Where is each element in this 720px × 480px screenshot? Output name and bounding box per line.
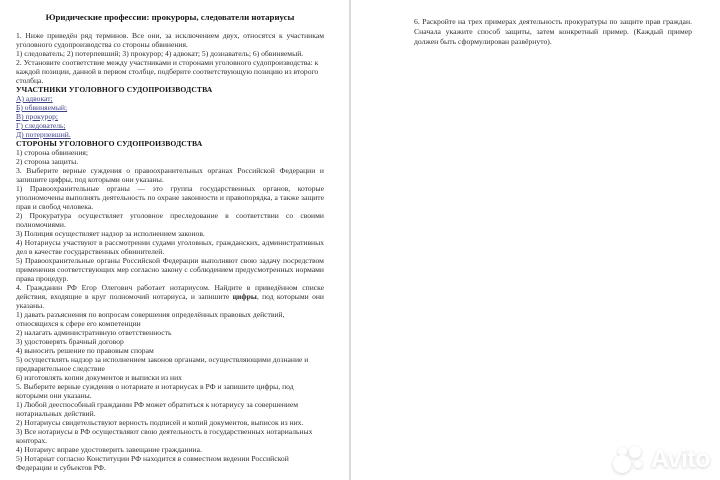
- task3-option: 4) Нотариусы участвуют в рассмотрении судами уголовных, гражданских, административных дел в качестве государственных обвинителей.: [16, 238, 324, 256]
- avito-watermark: [613, 444, 710, 474]
- participant-item: В) прокурор;: [16, 112, 59, 121]
- document-title: Юридические профессии: прокуроры, следователи нотариусы: [45, 12, 295, 22]
- participant-item: А) адвокат;: [16, 94, 53, 103]
- task4-option: 6) изготовлять копии документов и выписки из них: [16, 373, 182, 382]
- task4-option: 1) давать разъяснения по вопросам совершения определённых правовых действий, относящихся к сфере его компетенции: [16, 310, 285, 328]
- task4-intro-text: 4. Гражданин РФ Егор Олегович работает нотариусом. Найдите в приведённом списке действия, входящие в круг полномочий нотариуса, и запишите: [16, 283, 324, 301]
- task3-option: 5) Правоохранительные органы Российской Федерации выполняют свою задачу посредством применения соответствующих мер согласно закону с соблюдением предусмотренных нормами права процедур.: [16, 256, 324, 283]
- task5-intro: 5. Выберите верные суждения о нотариате и нотариусах в РФ и запишите цифры, под которыми они указаны.: [16, 382, 294, 400]
- task3-intro: 3. Выберите верные суждения о правоохранительных органах Российской Федерации и запишите цифры, под которыми они указаны.: [16, 166, 324, 184]
- task4-option: 3) удостоверять брачный договор: [16, 337, 124, 346]
- task3-option: 2) Прокуратура осуществляет уголовное преследование в соответствии со своими полномочиями.: [16, 211, 324, 229]
- document-page-right: [352, 0, 720, 480]
- task5-option: 5) Нотариат согласно Конституции РФ находится в совместном ведении Российской Федерации и субъектов РФ.: [16, 454, 289, 472]
- side-item: 1) сторона обвинения;: [16, 148, 89, 157]
- task1-terms: 1) следователь; 2) потерпевший; 3) прокурор; 4) адвокат; 5) дознаватель; 6) обвиняемый.: [16, 49, 304, 58]
- participant-item: Д) потерпевший.: [16, 130, 71, 139]
- task2-intro: 2. Установите соответствие между участниками и сторонами уголовного судопроизводства: к каждой позиции, данной в первом столбце, подберите соответствующую позицию из второго столбца.: [16, 58, 319, 85]
- task5-option: 4) Нотариус вправе удостоверить завещание гражданина.: [16, 445, 202, 454]
- participant-item: Г) следователь;: [16, 121, 66, 130]
- task5-option: 1) Любой дееспособный гражданин РФ может обратиться к нотариусу за совершением нотариальных действий.: [16, 400, 299, 418]
- avito-logo-icon: [613, 444, 646, 474]
- task4-option: 5) осуществлять надзор за исполнением законов органами, осуществляющими дознание и предварительное следствие: [16, 355, 309, 373]
- task3-option: 3) Полиция осуществляет надзор за исполнением законов.: [16, 229, 205, 238]
- document-page-left: [0, 0, 350, 480]
- participants-heading: УЧАСТНИКИ УГОЛОВНОГО СУДОПРОИЗВОДСТВА: [16, 85, 213, 94]
- task4-intro-text: , под которыми они указаны.: [16, 292, 324, 310]
- task5-option: 3) Все нотариусы в РФ осуществляют свою деятельность в государственных нотариальных конторах.: [16, 427, 313, 445]
- task1-intro: 1. Ниже приведён ряд терминов. Все они, за исключением двух, относятся к участникам уголовного судопроизводства со стороны обвинения.: [16, 31, 324, 49]
- task4-option: 2) налагать административную ответственность: [16, 328, 172, 337]
- participant-item: Б) обвиняемый;: [16, 103, 68, 112]
- sides-heading: СТОРОНЫ УГОЛОВНОГО СУДОПРОИЗВОДСТВА: [16, 139, 203, 148]
- task6-text: 6. Раскройте на трех примерах деятельность прокуратуры по защите прав граждан. Сначала укажите способ защиты, затем конкретный пример. (Каждый пример должен быть сформулирован развёрнуто).: [414, 17, 692, 46]
- avito-brand-text: Avito: [650, 445, 710, 473]
- task4-intro-bold-word: цифры: [232, 292, 257, 301]
- side-item: 2) сторона защиты.: [16, 157, 79, 166]
- task3-option: 1) Правоохранительные органы — это группа государственных органов, которые уполномочены выполнять деятельность по охране законности и правопорядка, а также защите прав и свобод человека.: [16, 184, 324, 211]
- task4-intro: [16, 283, 324, 310]
- page-divider: [349, 0, 351, 480]
- task4-option: 4) выносить решение по правовым спорам: [16, 346, 154, 355]
- task5-option: 2) Нотариусы свидетельствуют верность подписей и копий документов, выписок из них.: [16, 418, 304, 427]
